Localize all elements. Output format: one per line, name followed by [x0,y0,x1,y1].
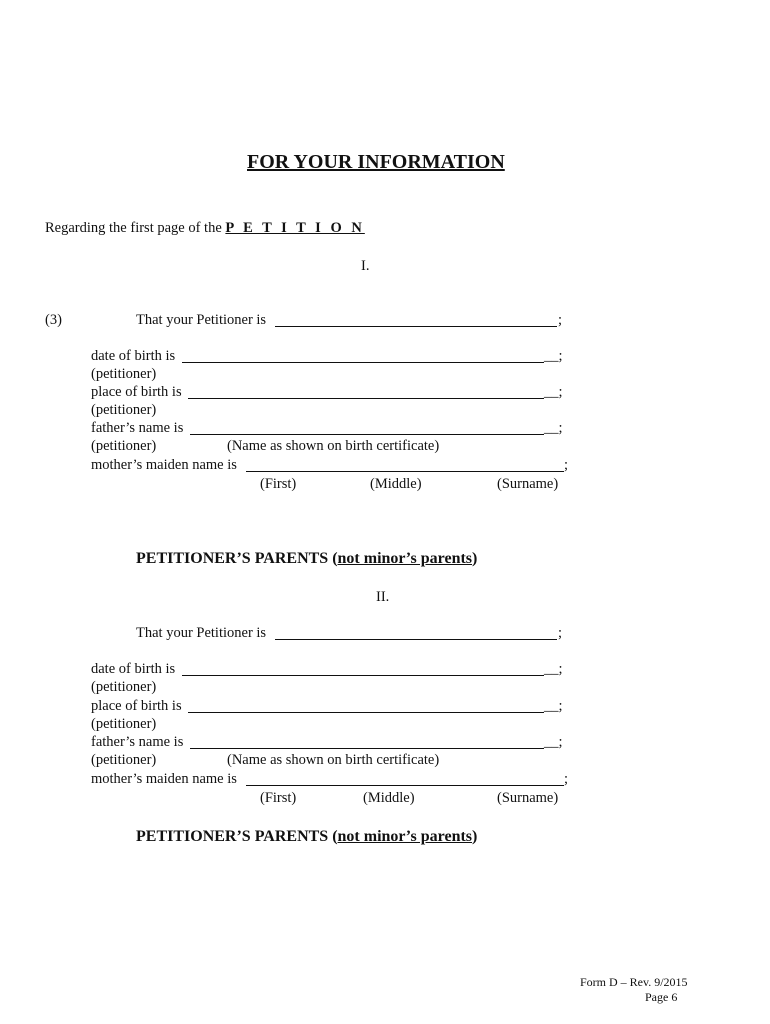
father-label: father’s name is [91,420,184,436]
page-number: Page 6 [645,990,678,1004]
semicolon: ; [558,625,563,641]
middle-label: (Middle) [370,476,422,492]
mother-name-field[interactable] [246,785,564,786]
pob-label: place of birth is [91,698,182,714]
pob-sub-label: (petitioner) [91,402,157,418]
page-title: FOR YOUR INFORMATION [247,151,505,173]
father-sub-label: (petitioner) [91,752,157,768]
pob-sub-label: (petitioner) [91,716,157,732]
pob-field[interactable] [188,398,544,399]
section-heading-1 [136,549,477,569]
father-name-field[interactable] [190,748,544,749]
mother-label: mother’s maiden name is [91,457,237,473]
blank-semicolon: __; [544,420,563,436]
heading-underlined: not minor’s parents [337,828,473,845]
blank-semicolon: __; [544,734,563,750]
semicolon: ; [564,457,569,473]
name-note: (Name as shown on birth certificate) [227,438,440,454]
heading-pre: PETITIONER’S PARENTS ( [136,550,338,567]
father-label: father’s name is [91,734,184,750]
form-revision: Form D – Rev. 9/2015 [580,975,688,989]
dob-sub-label: (petitioner) [91,679,157,695]
blank-semicolon: __; [544,384,563,400]
heading-underlined: not minor’s parents [337,550,473,567]
mother-name-field[interactable] [246,471,564,472]
blank-semicolon: __; [544,348,563,364]
father-sub-label: (petitioner) [91,438,157,454]
first-label: (First) [260,476,297,492]
blank-semicolon: __; [544,661,563,677]
section-numeral-2: II. [376,589,390,605]
intro-line [45,219,365,237]
father-name-field[interactable] [190,434,544,435]
surname-label: (Surname) [497,790,559,806]
surname-label: (Surname) [497,476,559,492]
item-number: (3) [45,312,62,328]
section-heading-2 [136,827,477,847]
dob-field[interactable] [182,362,544,363]
section-numeral-1: I. [361,258,370,274]
semicolon: ; [564,771,569,787]
intro-text: Regarding the first page of the [45,220,222,236]
mother-label: mother’s maiden name is [91,771,237,787]
dob-sub-label: (petitioner) [91,366,157,382]
petitioner-name-field[interactable] [275,639,557,640]
middle-label: (Middle) [363,790,415,806]
heading-post: ) [472,828,478,845]
name-note: (Name as shown on birth certificate) [227,752,440,768]
first-label: (First) [260,790,297,806]
that-petitioner-label: That your Petitioner is [136,312,267,328]
petition-word: P E T I T I O N [225,220,365,236]
that-petitioner-label: That your Petitioner is [136,625,267,641]
semicolon: ; [558,312,563,328]
petitioner-name-field[interactable] [275,326,557,327]
heading-pre: PETITIONER’S PARENTS ( [136,828,338,845]
heading-post: ) [472,550,478,567]
dob-label: date of birth is [91,348,176,364]
pob-field[interactable] [188,712,544,713]
pob-label: place of birth is [91,384,182,400]
dob-label: date of birth is [91,661,176,677]
dob-field[interactable] [182,675,544,676]
blank-semicolon: __; [544,698,563,714]
